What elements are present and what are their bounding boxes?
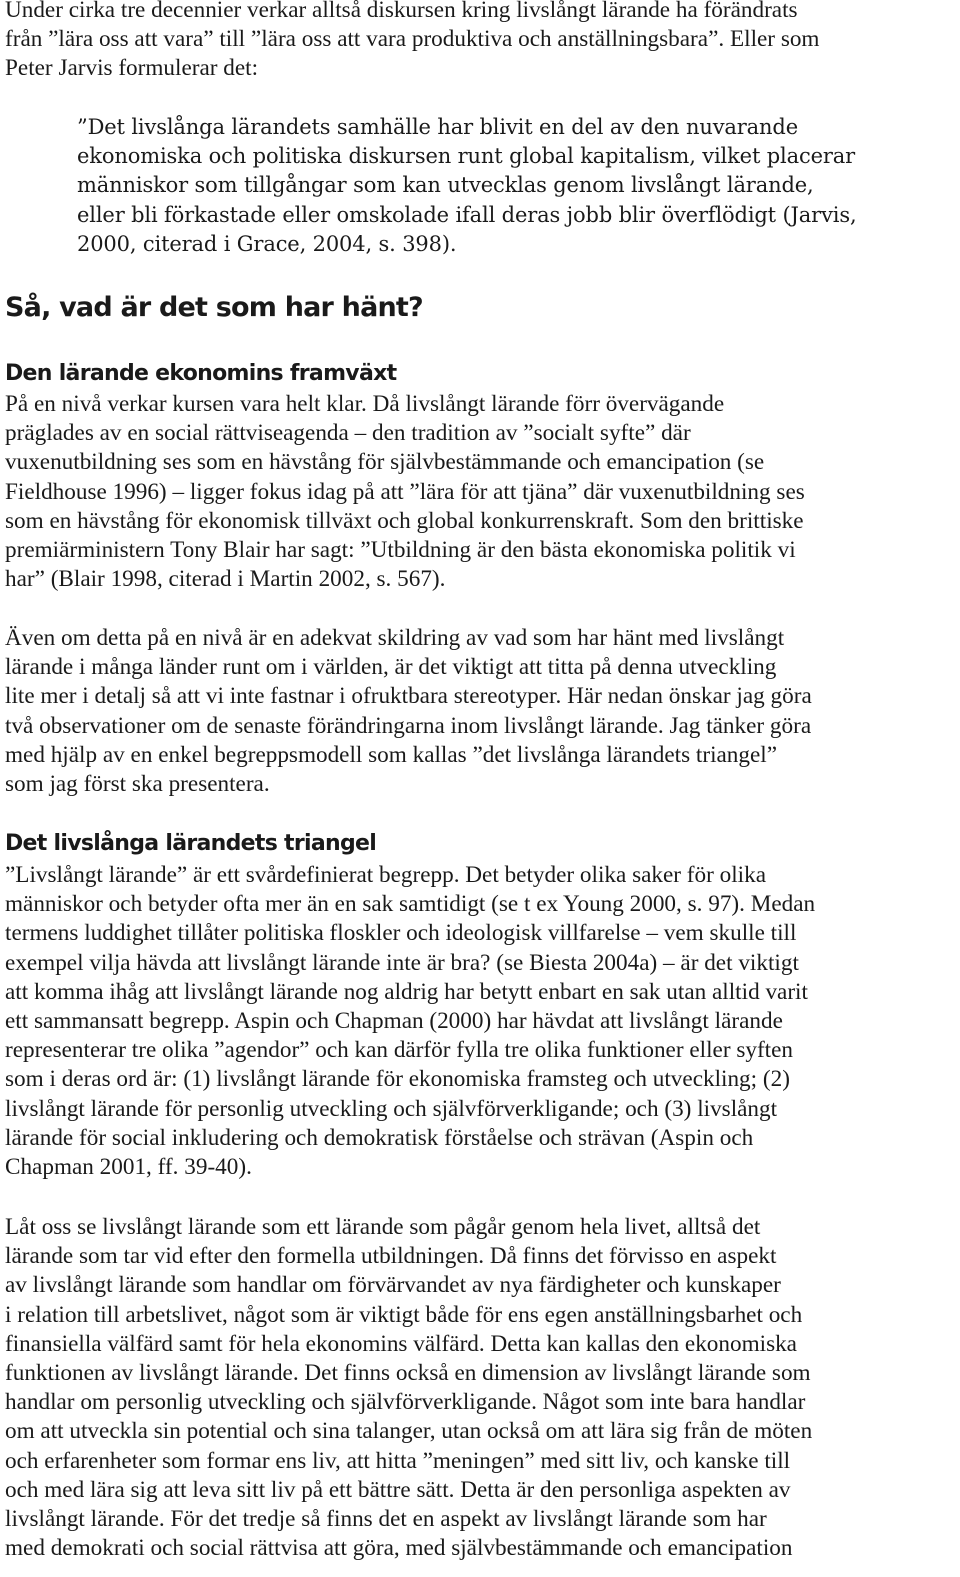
subheading-economy: Den lärande ekonomins framväxt [5,361,397,386]
text-line: Låt oss se livslångt lärande som ett lärande som pågår genom hela livet, alltså det [5,1214,761,1240]
text-line: exempel vilja hävda att livslångt lärande inte är bra? (se Biesta 2004a) – är det viktigt [5,949,799,976]
text-line: att komma ihåg att livslångt lärande nog aldrig har betytt enbart en sak utan alltid varit [5,978,808,1005]
text-line: termens luddighet tillåter politiska floskler och ideologisk villfarelse – vem skulle till [5,920,797,947]
text-line: premiärministern Tony Blair har sagt: ”Utbildning är den bästa ekonomiska politik vi [5,536,796,563]
quote-line: ”Det livslånga lärandets samhälle har blivit en del av den nuvarande [77,115,798,139]
text-line: som jag först ska presentera. [5,770,270,797]
text-line: ett sammansatt begrepp. Aspin och Chapman (2000) har hävdat att livslångt lärande [5,1007,783,1034]
text-line: ”Livslångt lärande” är ett svårdefinierat begrepp. Det betyder olika saker för olika [5,862,766,888]
text-line: handlar om personlig utveckling och självförverkligande. Något som inte bara handlar [5,1389,806,1416]
text-line: har” (Blair 1998, citerad i Martin 2002, s. 567). [5,566,446,593]
text-line: Peter Jarvis formulerar det: [5,55,259,82]
text-line: lärande för social inkludering och demokratisk förståelse och strävan (Aspin och [5,1124,754,1151]
quote-line: 2000, citerad i Grace, 2004, s. 398). [77,231,457,256]
text-line: två observationer om de senaste förändringarna inom livslångt lärande. Jag tänker göra [5,712,812,739]
quote-line: eller bli förkastade eller omskolade ifall deras jobb blir överflödigt (Jarvis, [77,202,857,227]
quote-line: människor som tillgångar som kan utvecklas genom livslångt lärande, [77,173,814,198]
text-line: funktionen av livslångt lärande. Det finns också en dimension av livslångt lärande som [5,1359,811,1386]
text-line: om att utveckla sin potential och sina talanger, utan också om att lära sig från de möten [5,1418,813,1445]
text-line: Chapman 2001, ff. 39-40). [5,1153,252,1180]
quote-line: ekonomiska och politiska diskursen runt global kapitalism, vilket placerar [77,144,856,169]
text-line: med hjälp av en enkel begreppsmodell som kallas ”det livslånga lärandets triangel” [5,741,778,768]
text-line: På en nivå verkar kursen vara helt klar. Då livslångt lärande förr övervägande [5,391,725,417]
paragraph-economy [5,390,955,594]
text-line: som en hävstång för ekonomisk tillväxt och global konkurrenskraft. Som den brittiske [5,507,804,534]
paragraph-triangle [5,861,955,1182]
text-line: Även om detta på en nivå är en adekvat skildring av vad som har hänt med livslångt [5,625,785,651]
text-line: livslångt lärande. För det tredje så finns det en aspekt av livslångt lärande som har [5,1505,767,1532]
text-line: och med lära sig att leva sitt liv på ett bättre sätt. Detta är den personliga aspekten av [5,1476,791,1503]
text-line: i relation till arbetslivet, något som är viktigt både för ens egen anställningsbarhet och [5,1301,803,1328]
text-line: lite mer i detalj så att vi inte fastnar i ofruktbara stereotyper. Här nedan önskar jag göra [5,683,812,710]
text-line: Under cirka tre decennier verkar alltså diskursen kring livslångt lärande ha förändrats [5,0,798,23]
text-line: Fieldhouse 1996) – ligger fokus idag på att ”lära för att tjäna” där vuxenutbildning ses [5,478,805,505]
text-line: lärande som tar vid efter den formella utbildningen. Då finns det förvisso en aspekt [5,1243,777,1270]
text-line: finansiella välfärd samt för hela ekonomins välfärd. Detta kan kallas den ekonomiska [5,1330,797,1357]
text-line: livslångt lärande för personlig utveckling och självförverkligande; och (3) livslångt [5,1095,778,1122]
paragraph-lat [5,1213,955,1563]
text-line: av livslångt lärande som handlar om förvärvandet av nya färdigheter och kunskaper [5,1272,781,1299]
paragraph-even [5,624,955,799]
text-line: lärande i många länder runt om i världen, är det viktigt att titta på denna utveckling [5,654,777,681]
text-line: vuxenutbildning ses som en hävstång för självbestämmande och emancipation (se [5,449,765,476]
text-line: representerar tre olika ”agendor” och kan därför fylla tre olika funktioner eller syften [5,1037,794,1064]
text-line: som i deras ord är: (1) livslångt lärande för ekonomiska framsteg och utveckling; (2) [5,1066,790,1093]
block-quote [77,113,957,259]
text-line: med demokrati och social rättvisa att göra, med självbestämmande och emancipation [5,1535,793,1562]
text-line: präglades av en social rättviseagenda – den tradition av ”socialt syfte” där [5,420,691,447]
text-line: från ”lära oss att vara” till ”lära oss att vara produktiva och anställningsbara”. Eller som [5,26,820,53]
subheading-triangle: Det livslånga lärandets triangel [5,831,377,856]
section-heading-main: Så, vad är det som har hänt? [5,292,423,323]
text-line: människor och betyder ofta mer än en sak samtidigt (se t ex Young 2000, s. 97). Medan [5,891,816,918]
intro-paragraph [5,0,955,84]
text-line: och erfarenheter som formar ens liv, att hitta ”meningen” med sitt liv, och kanske till [5,1447,791,1474]
